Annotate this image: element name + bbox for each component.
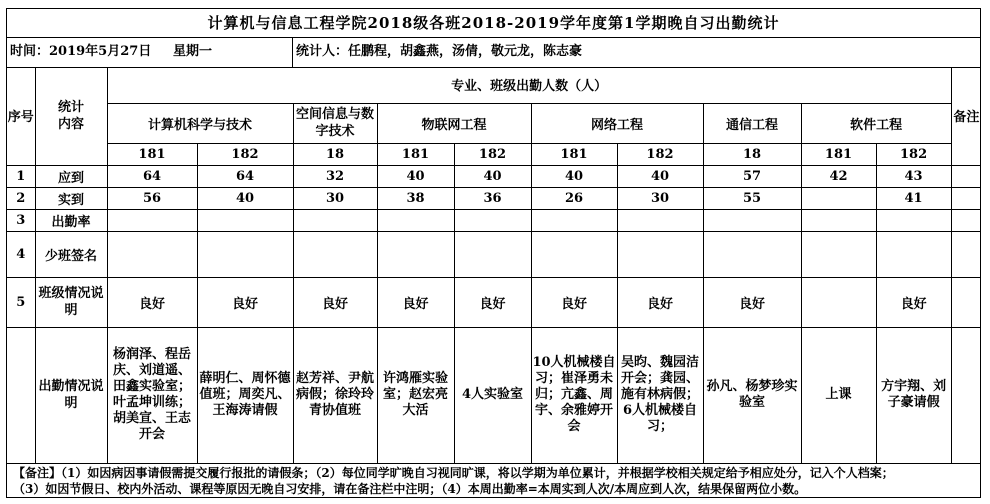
- cell-signature: [293, 231, 377, 277]
- attendance-sheet: [6, 8, 981, 498]
- header-remark: 备注: [951, 67, 981, 165]
- cell-signature: [703, 231, 801, 277]
- row-label: 实到: [35, 187, 107, 209]
- remark-cell: [951, 277, 981, 327]
- cell-rate: [454, 209, 531, 231]
- major-network: 网络工程: [531, 103, 703, 143]
- cell-actual: 30: [617, 187, 703, 209]
- cell-expected: 40: [454, 165, 531, 187]
- cell-class-status: 良好: [454, 277, 531, 327]
- header-group: 专业、班级出勤人数（人）: [107, 67, 951, 103]
- cell-expected: 40: [377, 165, 454, 187]
- cell-class-status: [801, 277, 876, 327]
- class-code: 181: [801, 143, 876, 165]
- cell-attendance-note: 赵芳祥、尹航病假；徐玲玲青协值班: [293, 327, 377, 463]
- cell-rate: [531, 209, 617, 231]
- meta-row: [7, 37, 980, 68]
- cell-rate: [876, 209, 951, 231]
- major-iot: 物联网工程: [377, 103, 531, 143]
- class-code: 181: [107, 143, 197, 165]
- cell-class-status: 良好: [531, 277, 617, 327]
- cell-actual: 38: [377, 187, 454, 209]
- remark-cell: [951, 165, 981, 187]
- cell-expected: 32: [293, 165, 377, 187]
- class-code: 181: [377, 143, 454, 165]
- weekday-text: 星期一: [173, 44, 213, 59]
- cell-rate: [377, 209, 454, 231]
- cell-actual: 36: [454, 187, 531, 209]
- sheet-title: 计算机与信息工程学院2018级各班2018-2019学年度第1学期晚自习出勤统计: [7, 9, 980, 38]
- cell-attendance-note: 10人机械楼自习；崔泽勇未归；亢鑫、周宇、余雅婷开会: [531, 327, 617, 463]
- cell-actual: 40: [197, 187, 293, 209]
- notes-line-1: 【备注】（1）如因病因事请假需提交履行报批的请假条；（2）每位同学旷晚自习视同旷课，将以学期为单位累计，并根据学校相关规定给予相应处分，记入个人档案；: [13, 466, 894, 480]
- cell-expected: 40: [617, 165, 703, 187]
- cell-expected: 42: [801, 165, 876, 187]
- class-code: 18: [703, 143, 801, 165]
- cell-attendance-note: 杨润泽、程岳庆、刘道遥、田鑫实验室；叶孟坤训练；胡美宣、王志开会: [107, 327, 197, 463]
- cell-class-status: 良好: [197, 277, 293, 327]
- remark-cell: [951, 187, 981, 209]
- row-label: 出勤情况说明: [35, 327, 107, 463]
- cell-actual: 30: [293, 187, 377, 209]
- cell-expected: 64: [107, 165, 197, 187]
- class-code: 18: [293, 143, 377, 165]
- cell-expected: 43: [876, 165, 951, 187]
- cell-rate: [703, 209, 801, 231]
- cell-signature: [454, 231, 531, 277]
- cell-class-status: 良好: [107, 277, 197, 327]
- cell-actual: 41: [876, 187, 951, 209]
- class-code: 181: [531, 143, 617, 165]
- cell-signature: [107, 231, 197, 277]
- header-seq: 序号: [7, 67, 35, 165]
- counter-text: 统计人：任鹏程，胡鑫燕，汤倩，敬元龙，陈志豪: [296, 44, 583, 59]
- row-number: 1: [7, 165, 35, 187]
- cell-attendance-note: 孙凡、杨梦珍实验室: [703, 327, 801, 463]
- cell-actual: 55: [703, 187, 801, 209]
- cell-signature: [377, 231, 454, 277]
- cell-attendance-note: 薛明仁、周怀德值班；周奕凡、王海涛请假: [197, 327, 293, 463]
- cell-actual: 56: [107, 187, 197, 209]
- cell-attendance-note: 方宇翔、刘子豪请假: [876, 327, 951, 463]
- cell-signature: [876, 231, 951, 277]
- cell-signature: [617, 231, 703, 277]
- meta-divider: [292, 37, 293, 67]
- cell-attendance-note: 许鸿雁实验室；赵宏亮大活: [377, 327, 454, 463]
- major-comm: 通信工程: [703, 103, 801, 143]
- cell-attendance-note: 4人实验室: [454, 327, 531, 463]
- date-text: 时间：2019年5月27日: [10, 44, 152, 59]
- row-number: 3: [7, 209, 35, 231]
- cell-attendance-note: 吴昀、魏园洁开会；龚园、施有林病假；6人机械楼自习；: [617, 327, 703, 463]
- cell-signature: [197, 231, 293, 277]
- remark-cell: [951, 327, 981, 463]
- major-spatial: 空间信息与数字技术: [293, 103, 377, 143]
- major-software: 软件工程: [801, 103, 951, 143]
- cell-class-status: 良好: [703, 277, 801, 327]
- cell-rate: [801, 209, 876, 231]
- cell-rate: [107, 209, 197, 231]
- row-number: 2: [7, 187, 35, 209]
- remark-cell: [951, 231, 981, 277]
- notes-line-2: （3）如因节假日、校内外活动、课程等原因无晚自习安排，请在备注栏中注明；（4）本周出勤率=本周实到人次/本周应到人次，结果保留两位小数。: [13, 482, 807, 496]
- class-code: 182: [197, 143, 293, 165]
- cell-expected: 57: [703, 165, 801, 187]
- cell-expected: 40: [531, 165, 617, 187]
- cell-class-status: 良好: [617, 277, 703, 327]
- notes-block: [7, 465, 980, 499]
- cell-class-status: 良好: [876, 277, 951, 327]
- class-code: 182: [454, 143, 531, 165]
- row-number: 4: [7, 231, 35, 277]
- class-code: 182: [876, 143, 951, 165]
- cell-actual: 26: [531, 187, 617, 209]
- cell-attendance-note: 上课: [801, 327, 876, 463]
- cell-signature: [801, 231, 876, 277]
- row-label: 班级情况说明: [35, 277, 107, 327]
- major-cs: 计算机科学与技术: [107, 103, 293, 143]
- row-number: 5: [7, 277, 35, 327]
- cell-rate: [617, 209, 703, 231]
- class-code: 182: [617, 143, 703, 165]
- cell-signature: [531, 231, 617, 277]
- cell-rate: [293, 209, 377, 231]
- cell-actual: [801, 187, 876, 209]
- cell-class-status: 良好: [377, 277, 454, 327]
- remark-cell: [951, 209, 981, 231]
- attendance-table: [7, 67, 981, 464]
- cell-class-status: 良好: [293, 277, 377, 327]
- cell-expected: 64: [197, 165, 293, 187]
- row-label: 少班签名: [35, 231, 107, 277]
- header-content: 统计 内容: [35, 67, 107, 165]
- row-label: 出勤率: [35, 209, 107, 231]
- row-label: 应到: [35, 165, 107, 187]
- cell-rate: [197, 209, 293, 231]
- row-number: [7, 327, 35, 463]
